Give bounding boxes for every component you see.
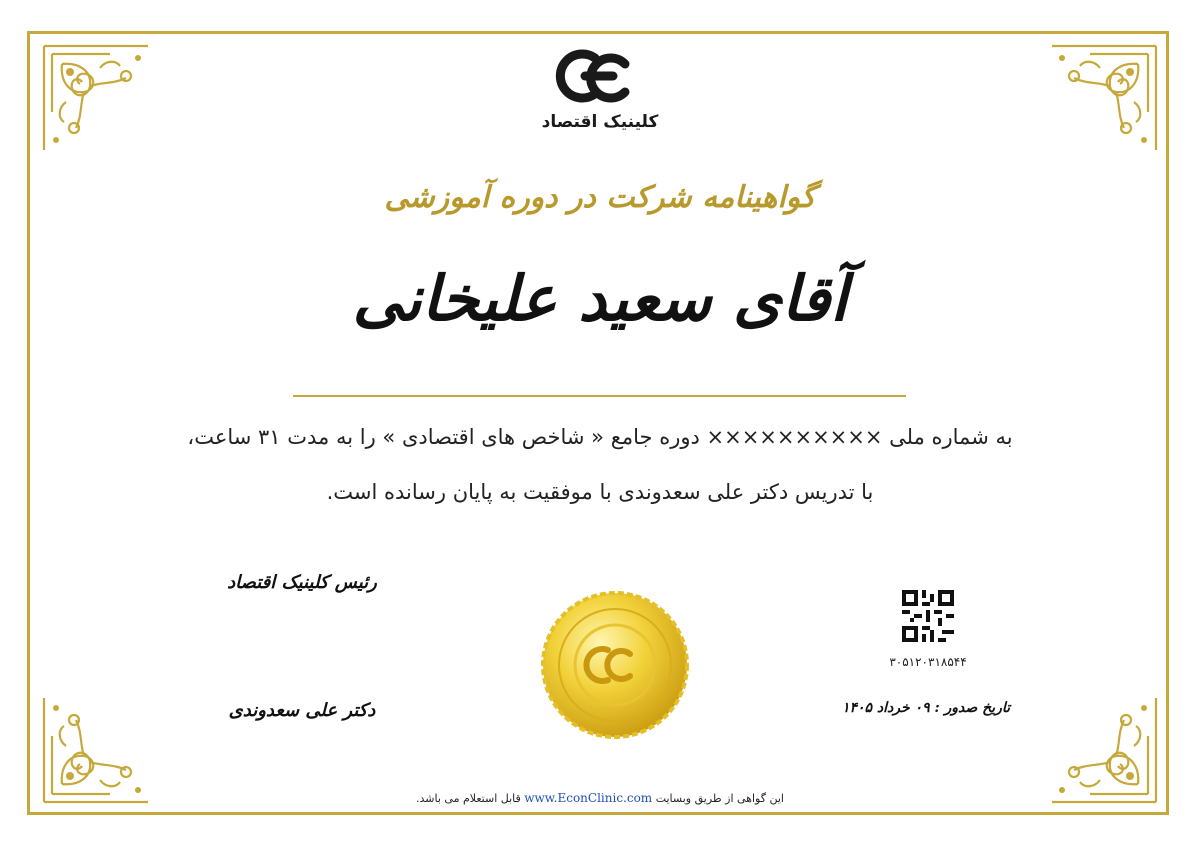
certificate-title: گواهینامه شرکت در دوره آموزشی [384, 180, 816, 215]
footer-text-after: قابل استعلام می باشد. [416, 792, 521, 805]
verification-footer [300, 791, 900, 805]
footer-text-before: این گواهی از طریق وبسایت [655, 792, 784, 805]
gold-seal-icon [540, 590, 690, 740]
logo-text: کلینیک اقتصاد [541, 112, 659, 132]
ornament-corner-icon [40, 42, 152, 154]
ornament-corner-icon [1048, 42, 1160, 154]
ornament-corner-icon [40, 694, 152, 806]
name-underline [293, 395, 906, 397]
certificate-body-line: با تدریس دکتر علی سعدوندی با موفقیت به پایان رسانده است. [326, 480, 874, 504]
issue-date: تاریخ صدور : ۰۹ خرداد ۱۴۰۵ [841, 700, 1010, 716]
ornament-corner-icon [1048, 694, 1160, 806]
signatory-name: دکتر علی سعدوندی [228, 700, 376, 721]
signatory-title: رئیس کلینیک اقتصاد [227, 572, 377, 593]
qr-code-icon [902, 590, 954, 642]
certificate-body-line: به شماره ملی ×××××××××× دوره جامع « شاخص های اقتصادی » را به مدت ۳۱ ساعت، [187, 425, 1013, 449]
recipient-name: آقای سعید علیخانی [352, 262, 848, 335]
certificate-serial: ۳۰۵۱۲۰۳۱۸۵۴۴ [889, 655, 967, 669]
econclinic-logo-icon [555, 46, 645, 106]
website-link[interactable]: www.EconClinic.com [524, 791, 653, 805]
